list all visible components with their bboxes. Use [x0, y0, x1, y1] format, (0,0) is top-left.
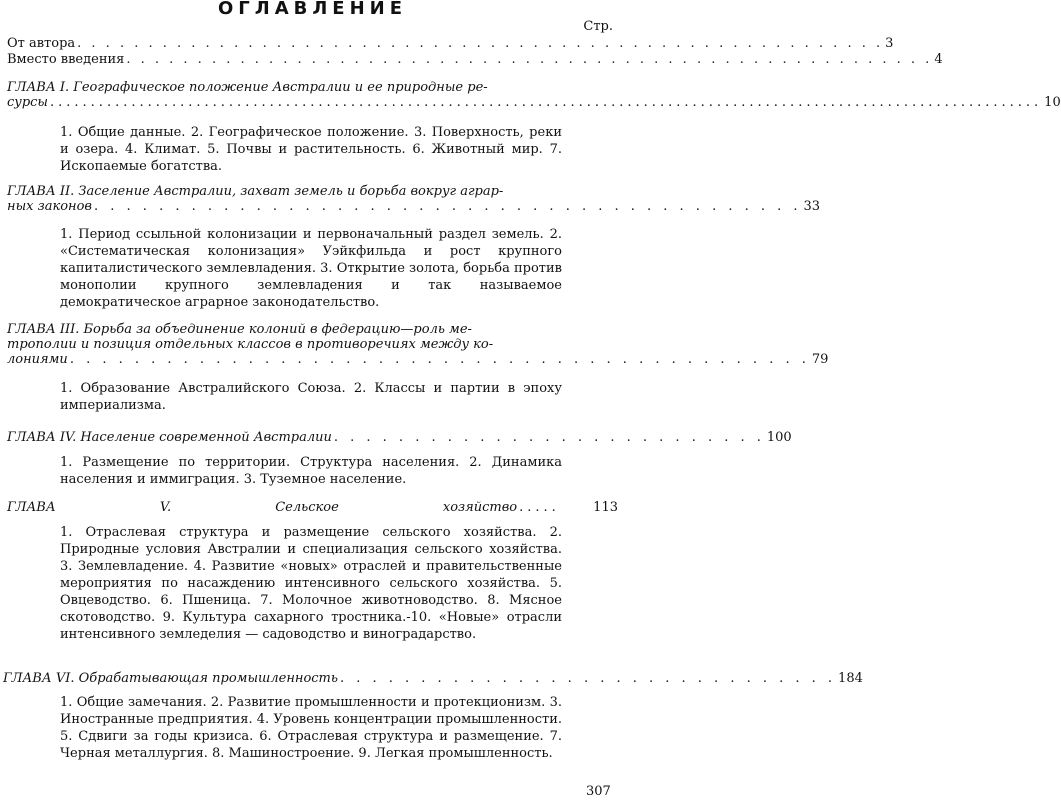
chapter-1-desc: 1. Общие данные. 2. Географическое положение. 3. Поверхность, реки и озера. 4. Климат. 5. Почвы и растительность. 6. Животный мир. 7. Ископаемые богатства. — [60, 125, 562, 174]
page-number: 307 — [586, 784, 611, 799]
chapter-title: ГЛАВА IV. Население современной Австралии — [7, 430, 332, 445]
page-column-header: Стр. — [583, 19, 613, 34]
chapter-title-cont: трополии и позиция отдельных классов в противоречиях между ко- — [7, 337, 494, 352]
chapter-page: 79 — [811, 352, 829, 367]
chapter-title-cont: сурсы — [7, 95, 49, 110]
toc-chapter-1[interactable] — [7, 80, 1061, 110]
leader-dots: . . . . . . . . . . . . . . . . . . . . . . . . . . . . . . . . . . . . . . . . . . . . . . . . . . . . . . . . . — [77, 36, 884, 51]
entry-page: 4 — [934, 52, 943, 67]
entry-label: От автора — [7, 36, 76, 51]
toc-entry-author[interactable] — [7, 36, 894, 51]
chapter-page: 33 — [803, 199, 821, 214]
page-title: ОГЛАВЛЕНИЕ — [217, 0, 408, 19]
leader-dots: . . . . . . . . . . . . . . . . . . . . . . . . . . . . . . . . . . . . . . . . . . . . — [94, 199, 802, 214]
chapter-title: ГЛАВА VI. Обрабатывающая промышленность — [3, 671, 338, 686]
toc-chapter-5[interactable] — [7, 500, 618, 515]
chapter-page: 184 — [838, 671, 863, 686]
leader-dots: . . . . . . . . . . . . . . . . . . . . . . . . . . . . . . . — [339, 671, 837, 686]
leader-dots: ..... — [519, 500, 560, 515]
chapter-title: ГЛАВА V. Сельское хозяйство — [7, 500, 518, 515]
chapter-page: 113 — [593, 500, 618, 515]
chapter-page: 100 — [766, 430, 792, 445]
chapter-5-desc: 1. Отраслевая структура и размещение сельского хозяйства. 2. Природные условия Австралии и специализация сельского хозяйства. 3. Землевладение. 4. Развитие «новых» отраслей и правительственные мероприятия по насаждению интенсивного сельского хозяйства. 5. Овцеводство. 6. Пшеница. 7. Молочное животноводство. 8. Мясное скотоводство. 9. Культура сахарного тростника.-10. «Новые» отрасли интенсивного земледелия — садоводство и виноградарство. — [60, 525, 562, 642]
leader-dots: . . . . . . . . . . . . . . . . . . . . . . . . . . . . . . . . . . . . . . . . . . . . . . . . . . . . . . . . . — [126, 52, 933, 67]
toc-entry-intro[interactable] — [7, 52, 943, 67]
chapter-page: 10 — [1044, 95, 1061, 110]
chapter-3-desc: 1. Образование Австралийского Союза. 2. Классы и партии в эпоху империализма. — [60, 381, 562, 413]
leader-dots: . . . . . . . . . . . . . . . . . . . . . . . . . . . — [333, 430, 765, 445]
leader-dots: . . . . . . . . . . . . . . . . . . . . . . . . . . . . . . . . . . . . . . . . . . . . . . — [69, 352, 810, 367]
chapter-title: ГЛАВА I. Географическое положение Австралии и ее природные ре- — [7, 80, 488, 95]
entry-label: Вместо введения — [7, 52, 125, 67]
toc-chapter-4[interactable] — [7, 430, 792, 445]
leader-dots: .......................................................................................................................... — [50, 95, 1043, 110]
toc-chapter-6[interactable] — [3, 671, 863, 686]
chapter-title: ГЛАВА II. Заселение Австралии, захват земель и борьба вокруг аграр- — [7, 184, 504, 199]
chapter-title: ГЛАВА III. Борьба за объединение колоний в федерацию—роль ме- — [7, 322, 472, 337]
toc-chapter-3[interactable] — [7, 322, 829, 367]
toc-chapter-2[interactable] — [7, 184, 821, 214]
chapter-4-desc: 1. Размещение по территории. Структура населения. 2. Динамика населения и иммиграция. 3. Туземное население. — [60, 455, 562, 487]
chapter-title-cont: лониями — [7, 352, 68, 367]
chapter-title-cont: ных законов — [7, 199, 93, 214]
chapter-6-desc: 1. Общие замечания. 2. Развитие промышленности и протекционизм. 3. Иностранные предприятия. 4. Уровень концентрации промышленности. 5. Сдвиги за годы кризиса. 6. Отраслевая структура и размещение. 7. Черная металлургия. 8. Машиностроение. 9. Легкая промышленность. — [60, 695, 562, 761]
chapter-2-desc: 1. Период ссыльной колонизации и первоначальный раздел земель. 2. «Систематическая колонизация» Уэйкфильда и рост крупного капиталистического землевладения. 3. Открытие золота, борьба против монополии крупного землевладения и так называемое демократическое аграрное законодательство. — [60, 227, 562, 310]
entry-page: 3 — [885, 36, 894, 51]
